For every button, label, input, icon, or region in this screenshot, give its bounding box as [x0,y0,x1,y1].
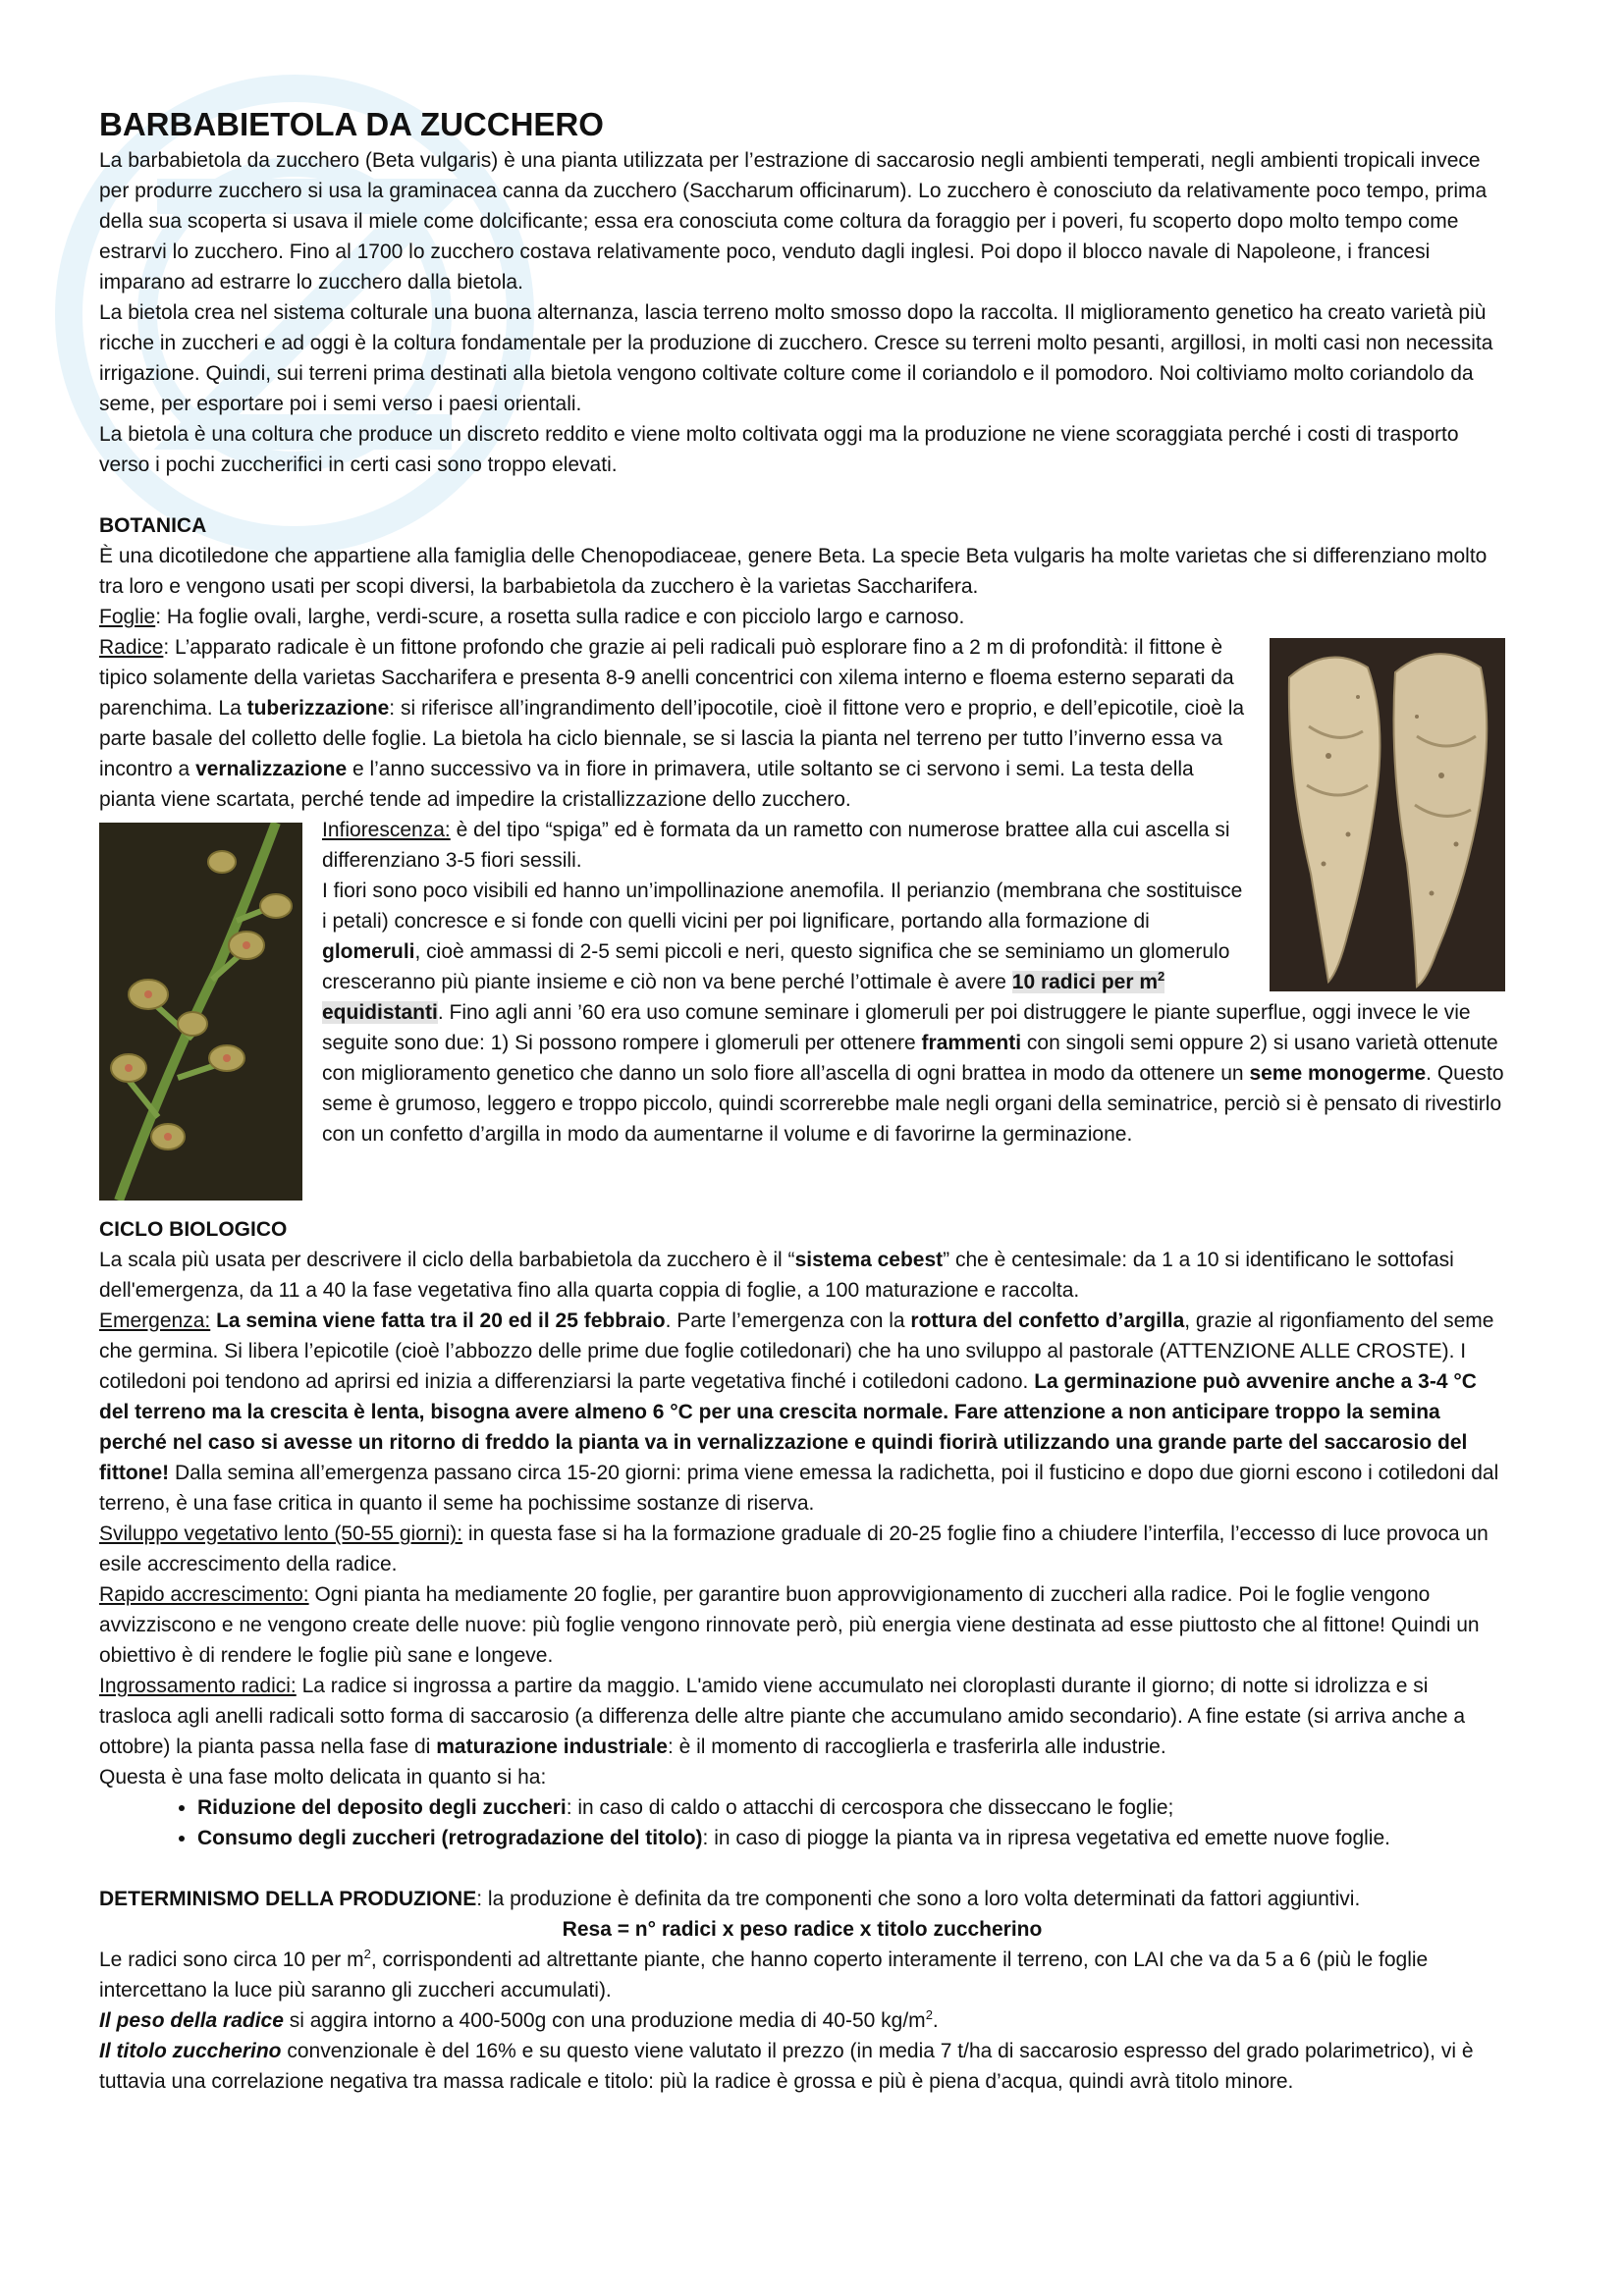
titolo-paragraph: Il titolo zuccherino convenzionale è del 16% e su questo viene valutato il prezzo (in media 7 t/ha di saccarosio espresso del grado polarimetrico), vi è tuttavia una correlazione negativa tra massa radicale e titolo: più la radice è grossa e più è piena d’acqua, quindi avrà titolo minore. [99,2040,1474,2093]
ingrossamento-paragraph: Ingrossamento radici: La radice si ingrossa a partire da maggio. L'amido viene accumulato nei cloroplasti durante il giorno; di notte si idrolizza e si trasloca agli anelli radicali sotto forma di saccarosio (a differenza delle altre piante che accumulano amido secondario). A fine estate (si arriva anche a ottobre) la pianta passa nella fase di maturazione industriale: è il momento di raccoglierla e trasferirla alle industrie. [99,1675,1466,1758]
botanica-paragraph: È una dicotiledone che appartiene alla famiglia delle Chenopodiaceae, genere Beta. La specie Beta vulgaris ha molte varietas che si differenziano molto tra loro e vengono usati per scopi diversi, la barbabietola da zucchero è la varietas Saccharifera. [99,545,1488,598]
radice-label: Radice [99,636,164,659]
sviluppo-label: Sviluppo vegetativo lento (50-55 giorni): [99,1522,463,1545]
radici-paragraph: Le radici sono circa 10 per $m^2$, corrispondenti ad altrettante piante, che hanno coperto interamente il terreno, con LAI che va da 5 a 6 (più le foglie intercettano la luce più saranno gli zuccheri accumulati). [99,1947,1429,2002]
bullet-list [99,1792,1505,1853]
determinismo-paragraph: DETERMINISMO DELLA PRODUZIONE: la produzione è definita da tre componenti che sono a loro volta determinati da fattori aggiuntivi. [99,1888,1361,1910]
list-item: • Riduzione del deposito degli zuccheri: in caso di caldo o attacchi di cercospora che disseccano le foglie; [197,1792,1505,1823]
emergenza-paragraph: Emergenza: La semina viene fatta tra il 20 ed il 25 febbraio. Parte l’emergenza con la rottura del confetto d’argilla, grazie al rigonfiamento del seme che germina. Si libera l’epicotile (cioè l’abbozzo delle prime due foglie cotiledonari) che ha uno sviluppo al pastorale (ATTENZIONE ALLE CROSTE). I cotiledoni poi tendono ad aprirsi ed inizia a differenziarsi la parte vegetativa finché i cotiledoni cadono. La germinazione può avvenire anche a 3-4 °C del terreno ma la crescita è lenta, bisogna avere almeno 6 °C per una crescita normale. Fare attenzione a non anticipare troppo la semina perché nel caso si avesse un ritorno di freddo la pianta va in vernalizzazione e quindi fiorirà utilizzando una grande parte del saccarosio del fittone! Dalla semina all’emergenza passano circa 15-20 giorni: prima viene emessa la radichetta, poi il fusticino e dopo due giorni escono i cotiledoni dal terreno, è una fase critica in quanto il seme ha pochissime sostanze di riserva. [99,1309,1499,1515]
list-item: • Consumo degli zuccheri (retrogradazione del titolo): in caso di piogge la pianta va in ripresa vegetativa ed emette nuove foglie. [197,1823,1505,1853]
yield-formula: Resa = n° radici x peso radice x titolo zuccherino [562,1918,1043,1941]
inflorescence-spike-image [99,823,302,1201]
section-heading-botanica: BOTANICA [99,514,207,537]
sviluppo-paragraph: Sviluppo vegetativo lento (50-55 giorni): in questa fase si ha la formazione graduale di 20-25 foglie fino a chiudere l’interfila, l’eccesso di luce provoca un esile accrescimento della radice. [99,1522,1489,1575]
emergenza-label: Emergenza: [99,1309,211,1332]
section-heading-ciclo: CICLO BIOLOGICO [99,1218,288,1241]
ciclo-paragraph: La scala più usata per descrivere il ciclo della barbabietola da zucchero è il “sistema cebest” che è centesimale: da 1 a 10 si identificano le sottofasi dell'emergenza, da 11 a 40 la fase vegetativa fino alla quarta coppia di foglie, a 100 maturazione e raccolta. [99,1249,1454,1302]
intro-paragraph-3: La bietola è una coltura che produce un discreto reddito e viene molto coltivata oggi ma la produzione ne viene scoraggiata perché i costi di trasporto verso i pochi zuccherifici in certi casi sono troppo elevati. [99,423,1459,476]
intro-paragraph-2: La bietola crea nel sistema colturale una buona alternanza, lascia terreno molto smosso dopo la raccolta. Il miglioramento genetico ha creato varietà più ricche in zuccheri e ad oggi è la coltura fondamentale per la produzione di zucchero. Cresce su terreni molto pesanti, argillosi, in molti casi non necessita irrigazione. Quindi, sui terreni prima destinati alla bietola vengono coltivate colture come il coriandolo e il pomodoro. Noi coltiviamo molto coriandolo da seme, per esportare poi i semi verso i paesi orientali. [99,301,1493,415]
rapido-label: Rapido accrescimento: [99,1583,309,1606]
sugar-beet-roots-image [1270,638,1505,991]
ingrossamento-label: Ingrossamento radici: [99,1675,297,1697]
rapido-paragraph: Rapido accrescimento: Ogni pianta ha mediamente 20 foglie, per garantire buon approvvigionamento di zuccheri alla radice. Poi le foglie vengono avvizziscono e ne vengono create delle nuove: più foglie vengono rinnovate però, più energia viene destinata ad esse piuttosto che al fittone! Quindi un obiettivo è di rendere le foglie più sane e longeve. [99,1583,1480,1667]
radice-paragraph: Radice: L’apparato radicale è un fittone profondo che grazie ai peli radicali può esplorare fino a 2 m di profondità: il fittone è tipico solamente della varietas Saccharifera e presenta 8-9 anelli concentrici con xilema interno e floema esterno separati da parenchima. La tuberizzazione: si riferisce all’ingrandimento dell’ipocotile, cioè il fittone vero e proprio, e dell’epicotile, cioè la parte basale del colletto delle foglie. La bietola ha ciclo biennale, se si lascia la pianta nel terreno per tutto l’inverno essa va incontro a vernalizzazione e l’anno successivo va in fiore in primavera, utile soltanto se ci servono i semi. La testa della pianta viene scartata, perché tende ad impedire la cristallizzazione dello zucchero. [99,636,1245,811]
foglie-paragraph: Foglie: Ha foglie ovali, larghe, verdi-scure, a rosetta sulla radice e con picciolo largo e carnoso. [99,606,965,628]
page-title: BARBABIETOLA DA ZUCCHERO [99,106,604,142]
peso-paragraph: Il peso della radice si aggira intorno a 400-500g con una produzione media di 40-50 $kg/m^2$. [99,2007,939,2032]
delicate-phase-text: Questa è una fase molto delicata in quanto si ha: [99,1766,547,1789]
intro-paragraph-1: La barbabietola da zucchero (Beta vulgaris) è una pianta utilizzata per l’estrazione di saccarosio negli ambienti temperati, negli ambienti tropicali invece per produrre zucchero si usa la graminacea canna da zucchero (Saccharum officinarum). Lo zucchero è conosciuto da relativamente poco tempo, prima della sua scoperta si usava il miele come dolcificante; essa era conosciuta come coltura da foraggio per i poveri, fu scoperto dopo molto tempo come estrarvi lo zucchero. Fino al 1700 lo zucchero costava relativamente poco, venduto dagli inglesi. Poi dopo il blocco navale di Napoleone, i francesi imparano ad estrarre lo zucchero dalla bietola. [99,149,1488,294]
infiorescenza-label: Infiorescenza: [322,819,451,841]
highlight-10-radici: 10 radici per $m^2$ [1011,969,1165,993]
section-heading-determinismo: DETERMINISMO DELLA PRODUZIONE [99,1888,477,1910]
infiorescenza-paragraph: Infiorescenza: è del tipo “spiga” ed è formata da un rametto con numerose brattee alla cui ascella si differenziano 3-5 fiori sessili. [322,819,1230,872]
document-page [99,106,1505,2097]
fiori-paragraph: I fiori sono poco visibili ed hanno un’impollinazione anemofila. Il perianzio (membrana che sostituisce i petali) concresce e si fonde con quelli vicini per poi lignificare, portando alla formazione di glomeruli, cioè ammassi di 2-5 semi piccoli e neri, questo significa che se seminiamo un glomerulo cresceranno più piante insieme e ciò non va bene perché l’ottimale è avere 10 radici per $m^2$ equidistanti. Fino agli anni ’60 era uso comune seminare i glomeruli per poi distruggere le piante superflue, oggi invece le vie seguite sono due: 1) Si possono rompere i glomeruli per ottenere frammenti con singoli semi oppure 2) si usano varietà ottenute con miglioramento genetico che danno un solo fiore all’ascella di ogni brattea in modo da ottenere un seme monogerme. Questo seme è grumoso, leggero e troppo piccolo, quindi scorrerebbe male negli organi della seminatrice, perciò si è pensato di rivestirlo con un confetto d’argilla in modo da aumentarne il volume e di favorirne la germinazione. [322,880,1504,1146]
foglie-label: Foglie [99,606,156,628]
